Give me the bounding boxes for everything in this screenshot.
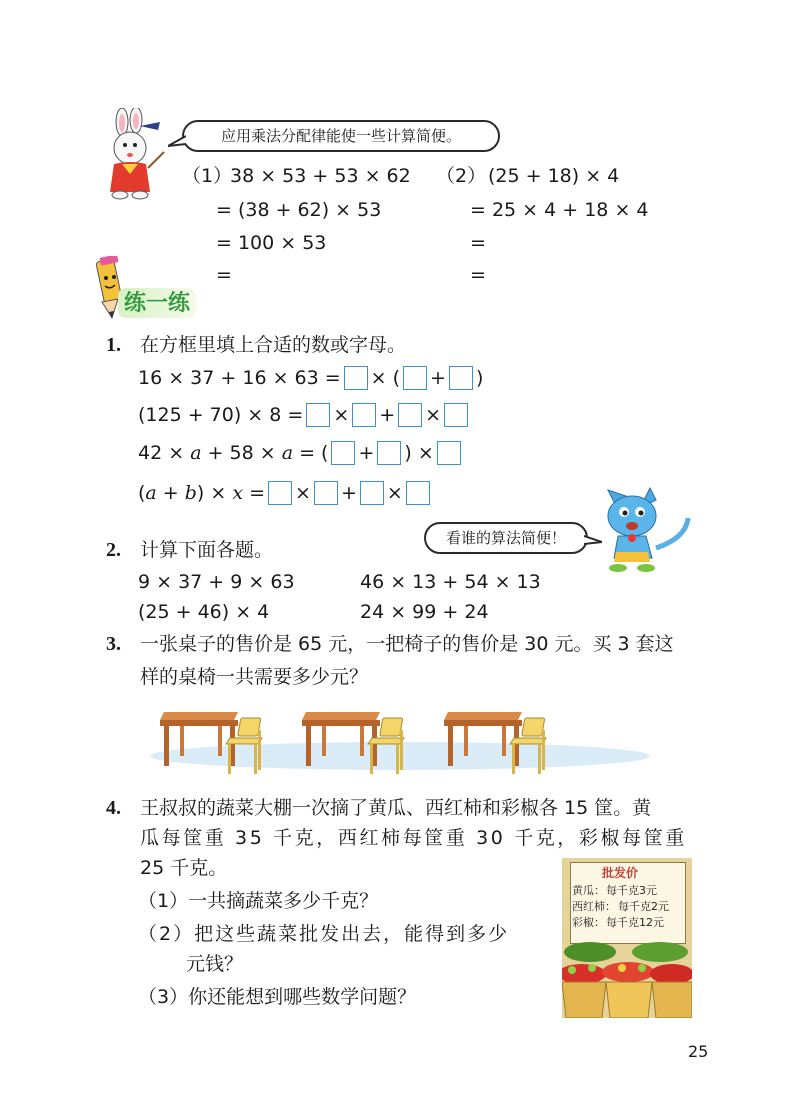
q1-row3-part3: = ( <box>293 442 329 464</box>
sign-title: 批发价 <box>602 866 639 880</box>
q1-row4-eq: = <box>243 482 266 504</box>
q1-row3-var2: a <box>281 442 294 464</box>
answer-box[interactable] <box>449 366 473 390</box>
sign-row-name: 彩椒： <box>572 916 605 929</box>
q2-item-4: 24 × 99 + 24 <box>360 601 489 623</box>
tables-and-chairs-illustration <box>150 700 650 782</box>
q1-row2-op3: × <box>425 404 442 426</box>
q1-row3-op2: ) × <box>404 442 434 464</box>
q4-sub2-line1: （2）把这些蔬菜批发出去，能得到多少 <box>138 923 510 945</box>
q3-line1: 一张桌子的售价是 65 元，一把椅子的售价是 30 元。买 3 套这 <box>140 633 674 655</box>
page-number: 25 <box>688 1042 709 1061</box>
q1-row4 <box>138 481 433 505</box>
q2-number: 2. <box>106 539 121 561</box>
answer-box[interactable] <box>403 366 427 390</box>
sign-row-name: 西红柿： <box>572 900 616 913</box>
example-1-line3: = 100 × 53 <box>216 232 327 254</box>
q1-row3-var1: a <box>190 442 202 464</box>
q2-speech-bubble: 看谁的算法简便！ <box>424 522 588 554</box>
answer-box[interactable] <box>344 366 368 390</box>
q4-sub3: （3）你还能想到哪些数学问题？ <box>138 986 417 1008</box>
q1-row4-open: ( <box>138 482 146 504</box>
q4-line1: 王叔叔的蔬菜大棚一次摘了黄瓜、西红柿和彩椒各 15 筐。黄 <box>140 797 652 819</box>
q4-number: 4. <box>106 797 121 819</box>
q1-row3 <box>138 441 464 465</box>
q1-row4-close: ) × <box>196 482 233 504</box>
q1-row2-expr: (125 + 70) × 8 = <box>138 404 304 426</box>
example-1-line4: = <box>216 264 232 286</box>
q4-sub1: （1）一共摘蔬菜多少千克？ <box>138 890 379 912</box>
q1-number: 1. <box>106 334 121 356</box>
q3-number: 3. <box>106 633 121 655</box>
answer-box[interactable] <box>314 481 338 505</box>
example-2-line4: = <box>470 264 486 286</box>
answer-box[interactable] <box>406 481 430 505</box>
bubble-tail <box>168 134 186 148</box>
sign-row-price: 每千克3元 <box>606 884 657 897</box>
vegetable-baskets-icon <box>562 938 692 1018</box>
practice-heading: 练一练 <box>124 291 191 316</box>
intro-speech-bubble: 应用乘法分配律能使一些计算简便。 <box>182 120 500 152</box>
q1-row4-op1: × <box>295 482 311 504</box>
sign-row-price: 每千克12元 <box>606 916 664 929</box>
q4-line2: 瓜每筐重 35 千克，西红柿每筐重 30 千克，彩椒每筐重 <box>140 827 687 849</box>
q1-row4-op3: × <box>386 482 403 504</box>
q1-row1-op2: + <box>430 367 446 389</box>
q1-row3-part1: 42 × <box>138 442 191 464</box>
q2-item-3: (25 + 46) × 4 <box>138 601 270 623</box>
q1-row3-part2: + 58 × <box>201 442 282 464</box>
q1-row2-op1: × <box>333 404 350 426</box>
q4-sub2-line2: 元钱？ <box>186 953 244 975</box>
q1-prompt: 在方框里填上合适的数或字母。 <box>140 334 407 356</box>
blue-cat-mascot-illustration <box>596 478 692 574</box>
example-2-line1: (25 + 18) × 4 <box>488 165 620 187</box>
answer-box[interactable] <box>352 403 376 427</box>
q3-line2: 样的桌椅一共需要多少元？ <box>140 666 369 688</box>
q2-item-2: 46 × 13 + 54 × 13 <box>360 571 541 593</box>
q1-row2-op2: + <box>379 404 396 426</box>
q1-row1-expr: 16 × 37 + 16 × 63 = <box>138 367 341 389</box>
price-sign-illustration <box>562 858 692 1018</box>
sign-row-name: 黄瓜： <box>572 884 605 897</box>
answer-box[interactable] <box>398 403 422 427</box>
q2-prompt: 计算下面各题。 <box>140 539 274 561</box>
q1-row1 <box>138 366 483 390</box>
q1-row4-var-x: x <box>232 482 244 504</box>
answer-box[interactable] <box>268 481 292 505</box>
q1-row3-op1: + <box>358 442 375 464</box>
q1-row1-op1: × ( <box>370 367 401 389</box>
answer-box[interactable] <box>444 403 468 427</box>
q1-row4-op2: + <box>340 482 357 504</box>
example-2-line2: = 25 × 4 + 18 × 4 <box>470 199 649 221</box>
example-1-label: （1） <box>182 165 233 187</box>
answer-box[interactable] <box>437 441 461 465</box>
answer-box[interactable] <box>377 441 401 465</box>
q1-row4-var-a: a <box>145 482 157 504</box>
rabbit-teacher-illustration <box>100 108 180 200</box>
answer-box[interactable] <box>360 481 384 505</box>
q1-row1-op3: ) <box>475 367 484 389</box>
q1-row4-var-b: b <box>184 482 197 504</box>
example-2-label: （2） <box>436 165 487 187</box>
answer-box[interactable] <box>331 441 355 465</box>
example-2-line3: = <box>470 232 486 254</box>
q4-line3: 25 千克。 <box>140 857 228 879</box>
example-1-line1: 38 × 53 + 53 × 62 <box>230 165 411 187</box>
answer-box[interactable] <box>306 403 330 427</box>
sign-row-price: 每千克2元 <box>618 900 669 913</box>
example-1-line2: = (38 + 62) × 53 <box>216 199 382 221</box>
q1-row4-plus: + <box>156 482 185 504</box>
q2-item-1: 9 × 37 + 9 × 63 <box>138 571 295 593</box>
q1-row2 <box>138 403 471 427</box>
